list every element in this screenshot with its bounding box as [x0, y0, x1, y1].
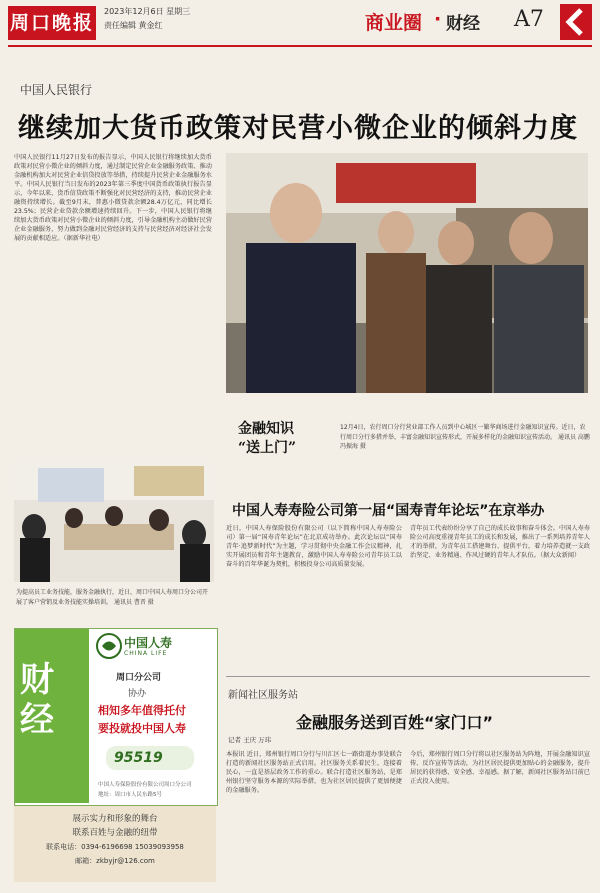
promo-line-1: 展示实力和形象的舞台 — [72, 814, 158, 824]
photo-banner-line1: 金融知识 — [238, 421, 294, 437]
story3-body-right: 今后，郑州银行周口分行将以社区服务站为阵地，开展金融知识宣传、反诈宣传等活动，为社区居民提供更加贴心的金融服务，提升居民的获得感、安全感、幸福感。据了解，新闻社区服务站目前已正式投入使用。 — [410, 751, 590, 785]
page-number: A7 — [514, 7, 544, 32]
photo2-credit: 通讯员 曹晋 摄 — [113, 598, 154, 606]
story2-headline: 中国人寿寿险公司第一届“国寿青年论坛”在京举办 — [232, 503, 545, 519]
photo-banner — [238, 420, 296, 458]
promo-email: 邮箱：zkbyjr@126.com — [75, 857, 155, 865]
section-separator: · — [434, 8, 442, 30]
editor-credit: 责任编辑 黄金红 — [104, 21, 163, 30]
story3-byline: 记者 王庆 万玮 — [228, 736, 272, 744]
ad-company: 中国人寿保险股份有限公司周口分公司 — [98, 782, 192, 788]
ad-organizer: 协办 — [128, 689, 147, 699]
promo-phone: 联系电话：0394-6196698 15039093958 — [46, 843, 184, 851]
story3-kicker: 新闻社区服务站 — [228, 690, 298, 701]
photo-caption — [340, 423, 590, 452]
photo-training — [14, 462, 214, 582]
photo-finance-knowledge — [226, 153, 588, 393]
photo-banner-line2: “送上门” — [238, 440, 297, 456]
ad-slogan-1: 相知多年值得托付 — [98, 704, 186, 717]
chevron-left-icon — [560, 4, 592, 40]
newspaper-logo: 周口晚报 — [8, 6, 96, 40]
ad-title-char1: 财 — [20, 660, 54, 700]
ad-address: 地址：周口市人民东路5号 — [98, 792, 163, 798]
ad-hotline: 95519 — [114, 750, 163, 766]
ad-branch: 周口分公司 — [116, 673, 162, 683]
photo2-caption — [16, 588, 212, 607]
section-title: 商业圈 — [365, 12, 423, 34]
main-story-body: 中国人民银行11月27日发布的报告显示，中国人民银行将继续加大货币政策对民营小微企业的倾斜力度，通过制定民营企业金融服务政策、推动金融机构加大对民营企业信贷投放等举措，持续提升民营企业金融服务水平。中国人民银行当日发布的2023年第三季度中国货币政策执行报告显示，今年以来，货币信贷政策不断强化对民营经济的支持，推动民营企业融资持续增长。截至9月末，普惠小微贷款余额28.4万亿元，同比增长23.5%；民营企业贷款余额增速持续回升。下一步，中国人民银行将继续加大货币政策对民营小微企业的倾斜力度，引导金融机构主动做好民营企业金融服务，努力做到金融对民营经济的支持与民营经济对经济社会发展的贡献相适应。（据新华社电） — [14, 154, 212, 242]
ad-brand-en: CHINA LIFE — [124, 650, 168, 657]
section-divider — [226, 676, 590, 677]
photo2-caption-text: 为提高员工业务技能，服务金融执行，近日，周口中国人寿周口分公司开展了客户营销及业务技能实操培训。 — [16, 589, 209, 606]
ad-slogan-2: 要投就投中国人寿 — [98, 722, 186, 735]
issue-date: 2023年12月6日 星期三 — [104, 7, 191, 16]
ad-title-char2: 经 — [20, 700, 54, 740]
page-headline: 继续加大货币政策对民营小微企业的倾斜力度 — [18, 113, 578, 144]
promo-line-2: 联系百姓与金融的纽带 — [72, 828, 158, 838]
china-life-logo-icon — [96, 633, 122, 659]
story2-body-right: 青年员工代表纷纷分享了自己的成长故事和奋斗体会。中国人寿寿险公司高度重视青年员工的成长和发展，推出了一系列培养青年人才的举措，为青年员工搭建舞台、提供平台，着力培养造就一支政治坚定、业务精通、作风过硬的青年人才队伍。（据大众新闻） — [410, 525, 590, 559]
story-kicker: 中国人民银行 — [20, 83, 93, 97]
section-subtitle: 财经 — [446, 14, 480, 34]
photo-caption-text: 12月4日，农行周口分行营业部工作人员到中心城区一繁华商场进行金融知识宣传。近日，农行周口分行多措并举，丰富金融知识宣传形式，开展多样化的金融知识宣传活动。 — [340, 424, 586, 441]
ad-brand-cn: 中国人寿 — [124, 636, 173, 650]
photo-credit: 通讯员 高鹏 冯振海 摄 — [340, 433, 590, 450]
story3-headline: 金融服务送到百姓“家门口” — [296, 713, 494, 732]
header-divider — [8, 45, 592, 47]
story2-body-left: 近日，中国人寿保险股份有限公司（以下简称中国人寿寿险公司）第一届“国寿青年论坛”在北京成功举办。此次论坛以“国寿青年·追梦新时代”为主题，学习贯彻中央金融工作会议精神，扎实开展团员和青年主题教育，激励中国人寿寿险公司青年员工以奋斗的百年华诞为契机，积极投身公司高质量发展。 — [226, 525, 402, 568]
story3-body-left: 本报讯 近日，郑州银行周口分行与川汇区七一路街道办事处联合打造的新闻社区服务站正式启用。社区服务关系着民生，连接着民心，一直是基层政务工作的重心。联合打造社区服务站，是郑州银行坚守服务本源的实际举措，也为社区居民提供了更加便捷的金融服务。 — [226, 751, 402, 794]
ad-title — [20, 660, 54, 740]
